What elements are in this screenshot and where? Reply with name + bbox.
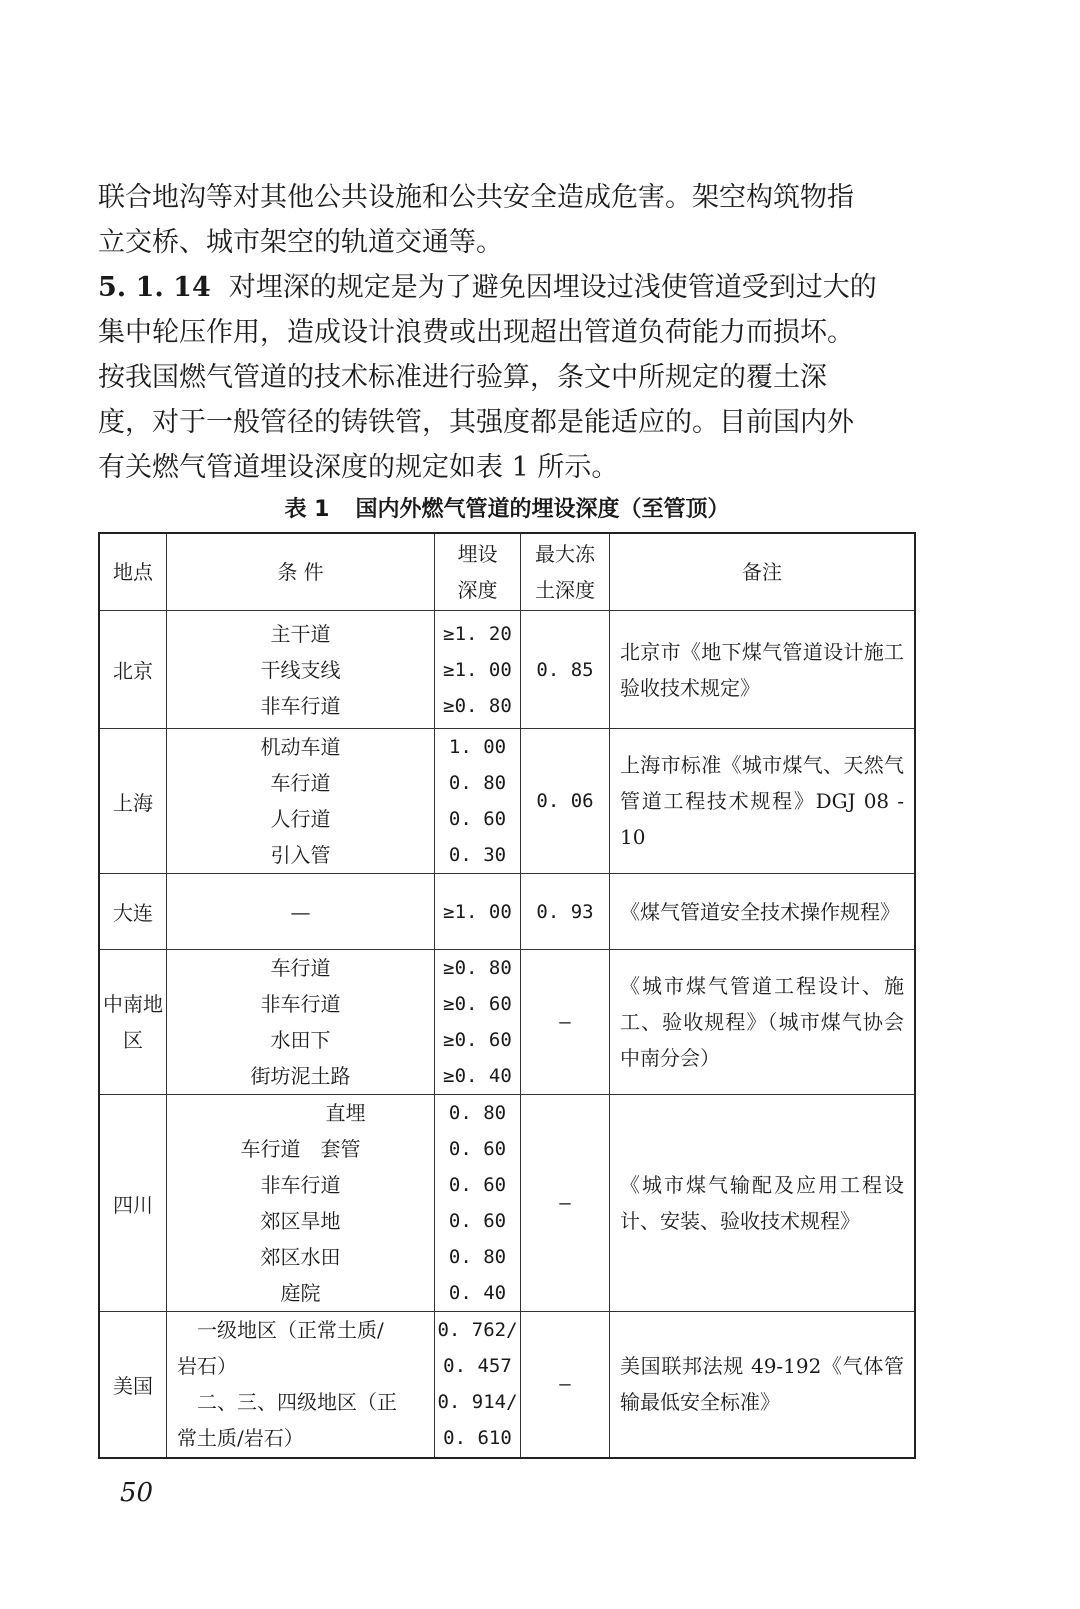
table-header-row — [99, 533, 915, 611]
cell-conditions — [167, 611, 435, 729]
header-depth-line: 深度 — [457, 578, 498, 602]
condition-item: 干线支线 — [260, 657, 341, 682]
condition-item: 非车行道 — [260, 693, 341, 718]
depth-value: 0. 60 — [448, 1138, 507, 1160]
note-text: 《城市煤气输配及应用工程设计、安装、验收技术规程》 — [620, 1173, 904, 1233]
condition-item: 主干道 — [270, 621, 331, 646]
cell-depths: ≥1. 00 — [435, 874, 521, 950]
cell-note — [610, 874, 916, 950]
condition-item: 庭院 — [280, 1281, 321, 1305]
cell-place: 北京 — [99, 611, 167, 729]
note-text: 美国联邦法规 49-192《气体管输最低安全标准》 — [620, 1354, 904, 1415]
cell-frost: — — [521, 950, 610, 1095]
table-row — [99, 729, 915, 874]
table-title — [98, 492, 916, 523]
cell-frost: 0. 85 — [521, 611, 610, 729]
text-line — [98, 265, 918, 310]
header-depth — [435, 533, 521, 611]
header-note: 备注 — [610, 533, 916, 611]
depth-value: 0. 80 — [448, 772, 507, 794]
depth-value: ≥1. 00 — [443, 658, 512, 681]
table-number: 表 1 — [284, 497, 330, 522]
table-row — [99, 950, 915, 1095]
cell-note — [610, 611, 916, 729]
depth-value: 0. 60 — [448, 1174, 507, 1196]
table-row — [99, 1312, 915, 1458]
depth-value: ≥0. 40 — [443, 1065, 512, 1087]
cell-place: 中南地区 — [99, 950, 167, 1095]
cell-place: 上海 — [99, 729, 167, 874]
depth-value: 0. 60 — [448, 808, 507, 830]
condition-item: 郊区水田 — [260, 1245, 341, 1269]
header-frost — [521, 533, 610, 611]
depth-value: 0. 762/ — [437, 1319, 518, 1342]
cell-depths — [435, 1095, 521, 1312]
table-caption: 国内外燃气管道的埋设深度（至管顶） — [355, 497, 730, 522]
cell-conditions — [167, 1095, 435, 1312]
text-line: 集中轮压作用，造成设计浪费或出现超出管道负荷能力而损坏。 — [98, 317, 854, 348]
cell-place: 美国 — [99, 1312, 167, 1458]
condition-item: 车行道 — [270, 771, 331, 795]
text-fragment: 对埋深的规定是为了避免因埋设过浅使管道受到过大的 — [228, 272, 877, 303]
cell-depths — [435, 729, 521, 874]
clause-number: 5. 1. 14 — [98, 272, 211, 303]
table-row — [99, 611, 915, 729]
cell-note — [610, 1095, 916, 1312]
depth-value: ≥0. 80 — [443, 957, 512, 979]
depth-value: 0. 80 — [448, 1102, 507, 1124]
table-row — [99, 874, 915, 950]
text-line: 按我国燃气管道的技术标准进行验算，条文中所规定的覆土深 — [98, 362, 827, 393]
condition-item: 街坊泥土路 — [250, 1064, 351, 1088]
depth-value: 0. 610 — [443, 1427, 512, 1450]
condition-item: 非车行道 — [260, 1173, 341, 1197]
header-frost-line: 最大冻 — [535, 542, 595, 566]
depth-value: 0. 914/ — [437, 1391, 518, 1414]
cell-frost: — — [521, 1312, 610, 1458]
depth-value: ≥0. 80 — [443, 694, 512, 717]
condition-item: 人行道 — [270, 807, 331, 831]
page-number: 50 — [120, 1478, 154, 1508]
depth-value: 0. 30 — [448, 844, 507, 866]
cell-conditions — [167, 1312, 435, 1458]
depth-value: 0. 60 — [448, 1210, 507, 1232]
depth-value: 0. 40 — [448, 1282, 507, 1304]
cell-note — [610, 1312, 916, 1458]
condition-item: 机动车道 — [260, 735, 341, 759]
cell-place: 四川 — [99, 1095, 167, 1312]
note-text: 北京市《地下煤气管道设计施工验收技术规定》 — [620, 639, 904, 700]
header-condition: 条 件 — [167, 533, 435, 611]
cell-note — [610, 729, 916, 874]
note-text: 上海市标准《城市煤气、天然气管道工程技术规程》DGJ 08 - 10 — [620, 753, 904, 849]
cell-conditions: — — [167, 874, 435, 950]
burial-depth-table — [98, 532, 916, 1459]
condition-item: 引入管 — [270, 843, 331, 867]
depth-value: ≥0. 60 — [443, 993, 512, 1015]
paragraph-continuation — [98, 175, 918, 265]
depth-value: 0. 80 — [448, 1246, 507, 1268]
header-frost-line: 土深度 — [535, 578, 595, 602]
note-text: 《城市煤气管道工程设计、施工、验收规程》（城市煤气协会中南分会） — [620, 974, 904, 1070]
condition-item: 水田下 — [270, 1028, 331, 1052]
cell-depths — [435, 1312, 521, 1458]
header-depth-line: 埋设 — [457, 542, 498, 566]
cell-frost: 0. 06 — [521, 729, 610, 874]
condition-item: 车行道 套管 — [240, 1137, 361, 1161]
paragraph-clause-5-1-14 — [98, 265, 918, 490]
text-line: 联合地沟等对其他公共设施和公共安全造成危害。架空构筑物指 — [98, 182, 854, 213]
text-line: 立交桥、城市架空的轨道交通等。 — [98, 227, 503, 258]
header-place: 地点 — [99, 533, 167, 611]
depth-value: ≥0. 60 — [443, 1029, 512, 1051]
cell-frost: 0. 93 — [521, 874, 610, 950]
cell-note — [610, 950, 916, 1095]
condition-item: 车行道 — [270, 956, 331, 980]
cell-depths — [435, 611, 521, 729]
depth-value: 0. 457 — [443, 1355, 512, 1378]
cell-frost: — — [521, 1095, 610, 1312]
depth-value: 1. 00 — [448, 736, 507, 758]
condition-item: 一级地区（正常土质/ — [197, 1318, 384, 1343]
condition-item: 直埋 — [325, 1101, 366, 1125]
condition-item: 郊区旱地 — [260, 1209, 341, 1233]
condition-item: 岩石） — [177, 1354, 237, 1379]
note-text: 《煤气管道安全技术操作规程》 — [620, 899, 900, 924]
cell-conditions — [167, 950, 435, 1095]
cell-conditions — [167, 729, 435, 874]
depth-value: ≥1. 20 — [443, 622, 512, 645]
cell-depths — [435, 950, 521, 1095]
text-line: 度，对于一般管径的铸铁管，其强度都是能适应的。目前国内外 — [98, 407, 854, 438]
condition-item: 非车行道 — [260, 992, 341, 1016]
table-row — [99, 1095, 915, 1312]
text-line: 有关燃气管道埋设深度的规定如表 1 所示。 — [98, 452, 619, 483]
condition-item: 二、三、四级地区（正 — [197, 1390, 397, 1415]
condition-item: 常土质/岩石） — [177, 1426, 304, 1451]
cell-place: 大连 — [99, 874, 167, 950]
